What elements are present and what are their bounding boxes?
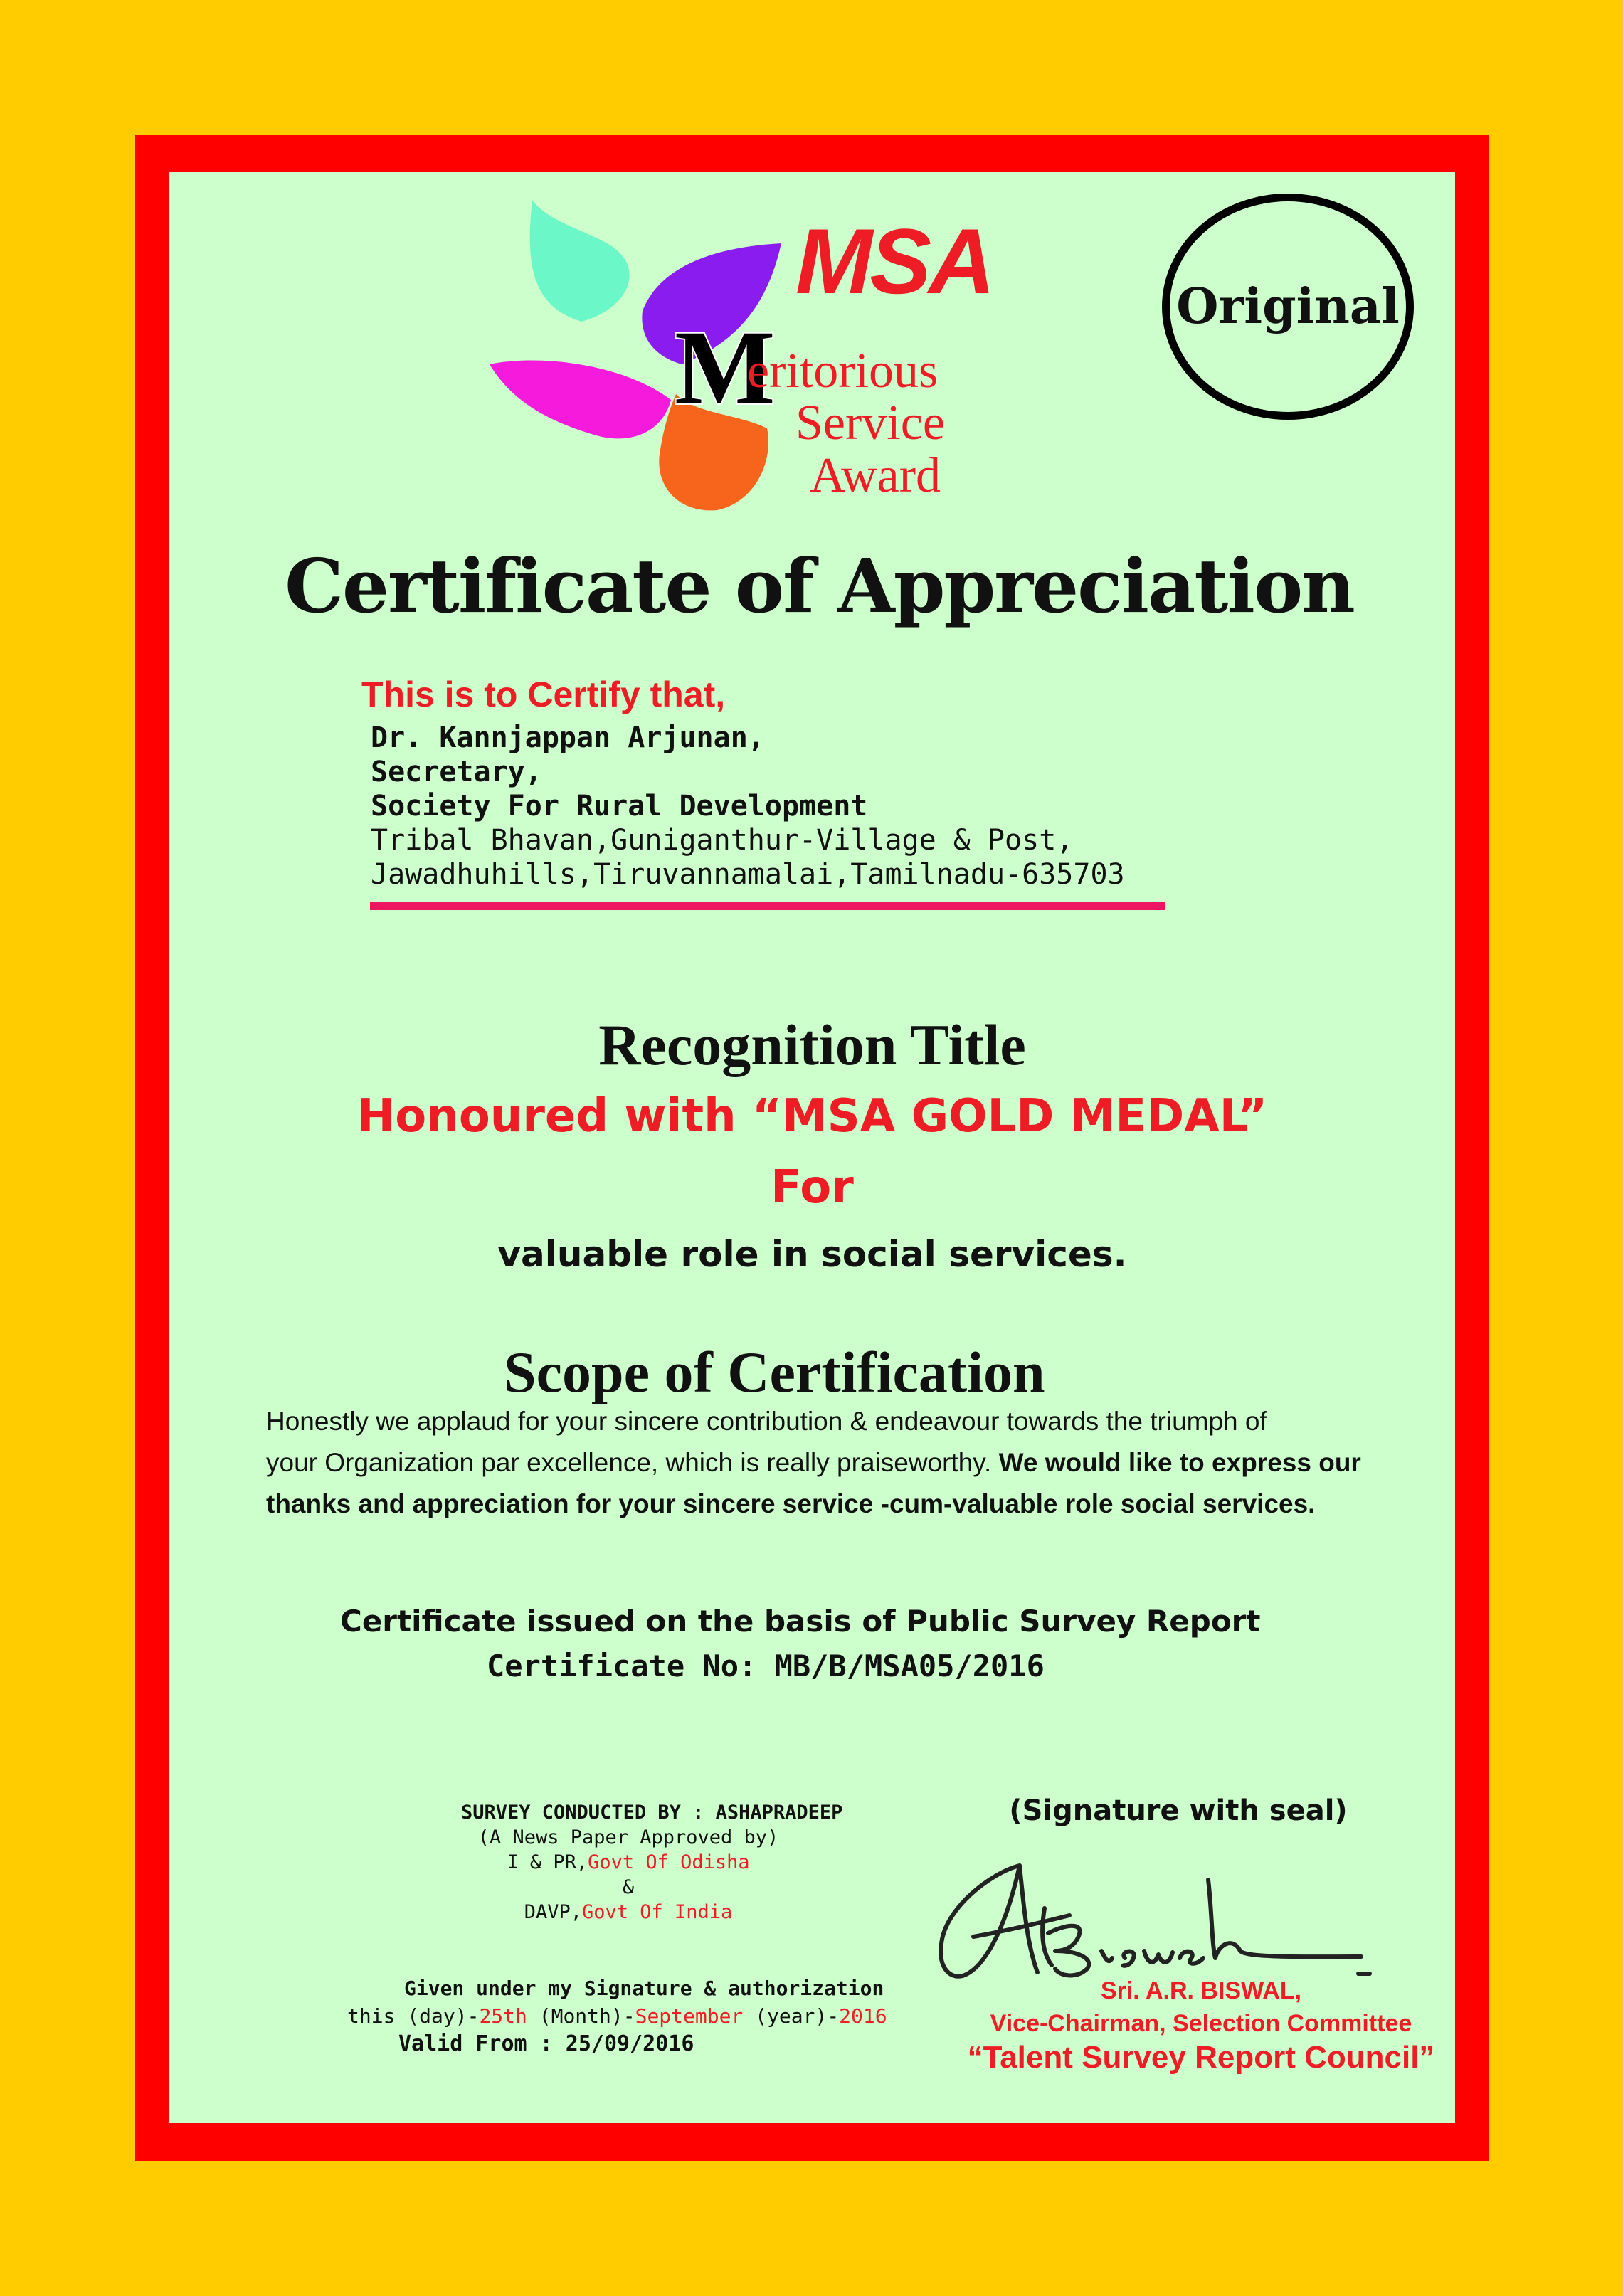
given-block bbox=[347, 1974, 887, 2058]
survey-ipr-prefix: I & PR, bbox=[507, 1851, 588, 1873]
recipient-name: Dr. Kannjappan Arjunan, bbox=[371, 721, 765, 754]
recognition-role: valuable role in social services. bbox=[497, 1234, 1127, 1275]
basis-text: Certificate issued on the basis of Public Survey Report bbox=[340, 1604, 1261, 1639]
scope-body bbox=[266, 1401, 1376, 1525]
given-month: September bbox=[635, 2004, 744, 2028]
survey-ipr bbox=[461, 1850, 795, 1875]
given-year-label: (year)- bbox=[743, 2004, 840, 2028]
certificate-title: Certificate of Appreciation bbox=[285, 542, 1354, 630]
given-line-1: Given under my Signature & authorization bbox=[404, 1977, 884, 2000]
signer-designation: Vice-Chairman, Selection Committee bbox=[990, 2010, 1412, 2037]
survey-davp-prefix: DAVP, bbox=[524, 1901, 582, 1923]
logo-line-award: Award bbox=[810, 448, 941, 503]
survey-block bbox=[461, 1800, 843, 1925]
survey-ipr-govt: Govt Of Odisha bbox=[588, 1851, 750, 1873]
scope-line-2 bbox=[266, 1442, 1376, 1483]
original-stamp-text: Original bbox=[1176, 278, 1400, 335]
original-stamp bbox=[1162, 194, 1414, 420]
survey-approved: (A News Paper Approved by) bbox=[477, 1826, 779, 1848]
teal-leaf bbox=[530, 201, 630, 322]
msa-brand: MSA bbox=[795, 209, 993, 313]
signer-name: Sri. A.R. BISWAL, bbox=[1100, 1977, 1302, 2004]
recognition-honour: Honoured with “MSA GOLD MEDAL” bbox=[356, 1090, 1268, 1143]
certify-label: This is to Certify that, bbox=[361, 674, 726, 714]
recipient-designation: Secretary, bbox=[371, 756, 542, 788]
scope-line-1: Honestly we applaud for your sincere contribution & endeavour towards the triumph of bbox=[266, 1407, 1267, 1436]
magenta-leaf bbox=[490, 360, 671, 438]
given-year: 2016 bbox=[839, 2004, 887, 2028]
survey-davp-govt: Govt Of India bbox=[581, 1901, 733, 1923]
recognition-heading: Recognition Title bbox=[598, 1012, 1026, 1077]
recognition-for: For bbox=[771, 1161, 854, 1214]
signature-caption: (Signature with seal) bbox=[1009, 1794, 1348, 1827]
given-this-label: this (day)- bbox=[347, 2004, 480, 2028]
logo-initial-m: M bbox=[675, 309, 776, 427]
logo-line-meritorious: eritorious bbox=[747, 344, 939, 398]
certificate-number: Certificate No: MB/B/MSA05/2016 bbox=[487, 1649, 1045, 1683]
recipient-address-2: Jawadhuhills,Tiruvannamalai,Tamilnadu-635703 bbox=[371, 858, 1125, 891]
recipient-organization: Society For Rural Development bbox=[371, 790, 868, 822]
scope-line-3: thanks and appreciation for your sincere service -cum-valuable role social services. bbox=[266, 1489, 1316, 1518]
signer-council: “Talent Survey Report Council” bbox=[967, 2040, 1435, 2075]
given-day: 25th bbox=[479, 2004, 527, 2028]
scope-heading: Scope of Certification bbox=[504, 1340, 1045, 1404]
valid-from: Valid From : 25/09/2016 bbox=[398, 2031, 694, 2056]
logo-line-service: Service bbox=[795, 396, 945, 450]
given-month-label: (Month)- bbox=[527, 2004, 635, 2028]
given-date-line bbox=[347, 2002, 887, 2030]
scope-line-2-bold: We would like to express our bbox=[998, 1448, 1361, 1477]
survey-davp bbox=[461, 1900, 795, 1925]
survey-amp: & bbox=[622, 1876, 635, 1898]
scope-line-2-normal: your Organization par excellence, which is really praiseworthy. bbox=[266, 1448, 999, 1477]
certificate-panel bbox=[169, 172, 1455, 2123]
recipient-address-1: Tribal Bhavan,Guniganthur-Village & Post, bbox=[371, 824, 1074, 857]
handwritten-signature bbox=[934, 1851, 1390, 1994]
recipient-underline bbox=[370, 902, 1165, 910]
survey-conducted-by: SURVEY CONDUCTED BY : ASHAPRADEEP bbox=[461, 1802, 843, 1824]
